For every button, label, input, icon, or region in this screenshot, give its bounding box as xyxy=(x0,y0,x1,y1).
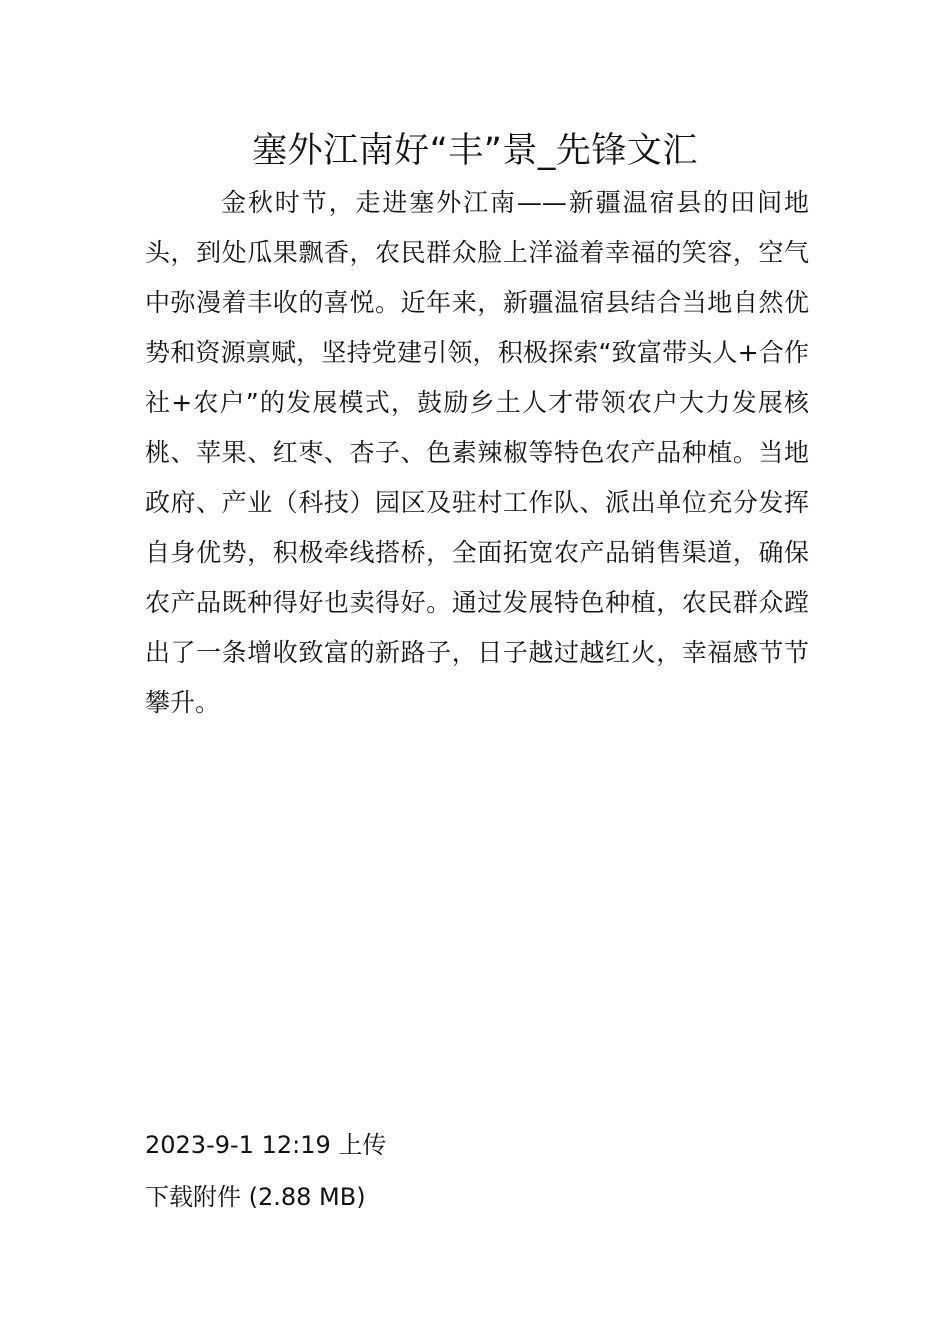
upload-timestamp: 2023-9-1 12:19 上传 xyxy=(145,1131,387,1159)
article-title: 塞外江南好“丰”景_先锋文汇 xyxy=(252,131,698,171)
download-attachment-row xyxy=(145,1180,366,1214)
article-body: 金秋时节，走进塞外江南——新疆温宿县的田间地头，到处瓜果飘香，农民群众脸上洋溢着幸福的笑容，空气中弥漫着丰收的喜悦。近年来，新疆温宿县结合当地自然优势和资源禀赋，坚持党建引领，积极探索“致富带头人+合作社+农户”的发展模式，鼓励乡土人才带领农户大力发展核桃、苹果、红枣、杏子、色素辣椒等特色农产品种植。当地政府、产业（科技）园区及驻村工作队、派出单位充分发挥自身优势，积极牵线搭桥，全面拓宽农产品销售渠道，确保农产品既种得好也卖得好。通过发展特色种植，农民群众蹚出了一条增收致富的新路子，日子越过越红火，幸福感节节攀升。 xyxy=(145,188,809,717)
download-attachment-link[interactable]: 下载附件 (2.88 MB) xyxy=(145,1183,366,1211)
